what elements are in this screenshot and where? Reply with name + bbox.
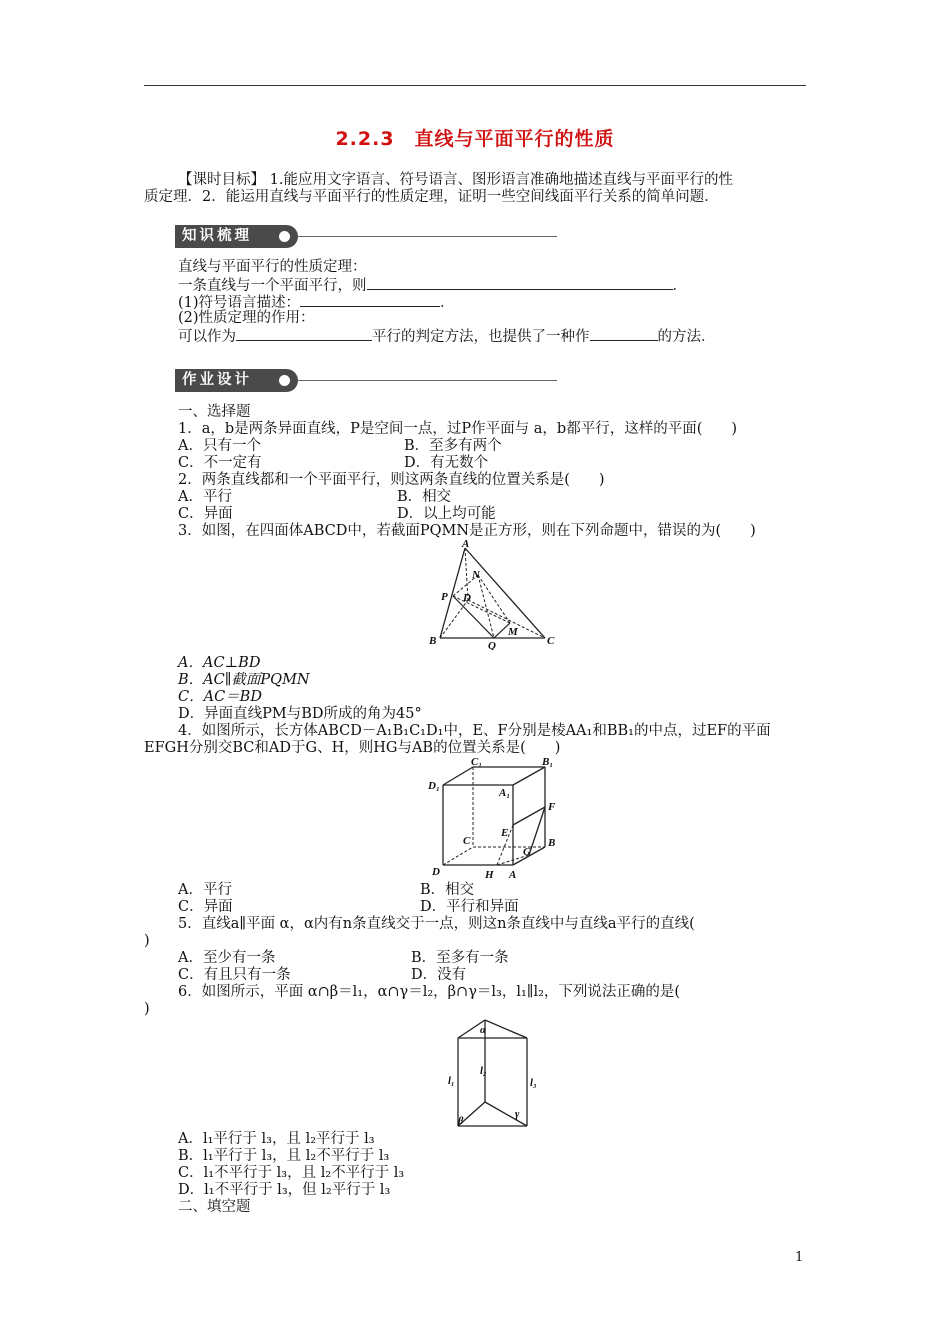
usage-text-c: 的方法． — [657, 329, 716, 345]
q3-option-b: B．AC∥截面PQMN — [178, 672, 310, 688]
q1-option-d: D．有无数个 — [404, 455, 489, 471]
section-label: 作业设计 — [175, 369, 298, 392]
tetrahedron-figure — [420, 538, 570, 650]
label-A: A — [509, 869, 517, 881]
label-A: A — [462, 538, 470, 550]
section-header-homework — [175, 369, 557, 392]
label-gamma: γ — [515, 1109, 520, 1120]
section-header-knowledge — [175, 225, 557, 248]
label-N: N — [472, 569, 480, 581]
question-6-line-2: ) — [144, 1001, 150, 1017]
q1-option-b: B．至多有两个 — [404, 438, 502, 454]
usage-text-a: 可以作为 — [178, 329, 236, 345]
objective-line-1: 【课时目标】 1.能应用文字语言、符号语言、图形语言准确地描述直线与平面平行的性 — [178, 172, 733, 188]
label-C: C — [463, 835, 471, 847]
fill-blank — [300, 293, 440, 307]
q4-option-c: C．异面 — [178, 899, 233, 915]
label-M: M — [508, 626, 518, 638]
q2-option-c: C．异面 — [178, 506, 233, 522]
label-C: C — [547, 635, 555, 647]
fill-blank — [367, 276, 673, 290]
label-D1: D₁ — [428, 780, 440, 792]
label-H: H — [485, 869, 494, 881]
question-2: 2．两条直线都和一个平面平行，则这两条直线的位置关系是( ) — [178, 472, 605, 488]
bullet-dot-icon — [279, 375, 290, 386]
label-B1: B₁ — [542, 756, 554, 768]
q2-option-a: A．平行 — [178, 489, 232, 505]
question-5-line-2: ) — [144, 933, 150, 949]
label-beta: β — [458, 1116, 464, 1127]
question-4-line-2: EFGH分别交BC和AD于G、H，则HG与AB的位置关系是( ) — [144, 740, 561, 756]
label-G: G — [523, 846, 531, 858]
usage-heading: (2)性质定理的作用： — [178, 310, 315, 326]
question-3: 3．如图，在四面体ABCD中，若截面PQMN是正方形，则在下列命题中，错误的为( ) — [178, 523, 756, 539]
prism-figure — [447, 1016, 547, 1130]
q5-option-b: B．至多有一条 — [411, 950, 509, 966]
theorem-text: 一条直线与一个平面平行，则 — [178, 278, 367, 294]
q3-option-d: D．异面直线PM与BD所成的角为45° — [178, 706, 422, 722]
q6-option-a: A．l₁平行于 l₃，且 l₂平行于 l₃ — [178, 1131, 375, 1147]
page-title: 2.2.3 直线与平面平行的性质 — [335, 128, 615, 150]
part-fill-heading: 二、填空题 — [178, 1199, 251, 1215]
cuboid-figure — [425, 755, 565, 881]
label-alpha: α — [480, 1025, 486, 1036]
label-B: B — [548, 837, 556, 849]
label-E: E — [501, 827, 509, 839]
header-rule — [144, 85, 806, 86]
question-1: 1．a，b是两条异面直线，P是空间一点，过P作平面与 a，b都平行，这样的平面( ) — [178, 421, 738, 437]
label-l3: l₃ — [530, 1078, 537, 1089]
section-rule — [298, 236, 557, 237]
fill-blank — [236, 327, 372, 341]
q3-option-c: C．AC＝BD — [178, 689, 262, 705]
label-C1: C₁ — [471, 756, 483, 768]
question-6-line-1: 6．如图所示，平面 α∩β＝l₁，α∩γ＝l₂，β∩γ＝l₃，l₁∥l₂，下列说法正确的是( — [178, 984, 681, 1000]
fill-blank — [590, 327, 658, 341]
q5-option-c: C．有且只有一条 — [178, 967, 291, 983]
question-4-line-1: 4．如图所示，长方体ABCD－A₁B₁C₁D₁中，E、F分别是棱AA₁和BB₁的中点，过EF的平面 — [178, 723, 771, 739]
section-rule — [298, 380, 557, 381]
label-F: F — [548, 801, 556, 813]
usage-line — [178, 327, 716, 346]
q5-option-d: D．没有 — [411, 967, 467, 983]
label-l1: l₁ — [448, 1076, 455, 1087]
label-B: B — [429, 635, 437, 647]
bullet-dot-icon — [279, 231, 290, 242]
objective-line-2: 质定理．2．能运用直线与平面平行的性质定理，证明一些空间线面平行关系的简单问题． — [144, 189, 719, 205]
part-choice-heading: 一、选择题 — [178, 404, 251, 420]
symbol-text: (1)符号语言描述： — [178, 295, 301, 311]
q6-option-d: D．l₁不平行于 l₃，但 l₂平行于 l₃ — [178, 1182, 391, 1198]
q4-option-a: A．平行 — [178, 882, 232, 898]
q1-option-c: C．不一定有 — [178, 455, 262, 471]
q5-option-a: A．至少有一条 — [178, 950, 276, 966]
q1-option-a: A．只有一个 — [178, 438, 261, 454]
question-5-line-1: 5．直线a∥平面 α，α内有n条直线交于一点，则这n条直线中与直线a平行的直线( — [178, 916, 695, 932]
q4-option-b: B．相交 — [420, 882, 475, 898]
label-l2: l₂ — [480, 1066, 487, 1077]
label-D: D — [432, 866, 440, 878]
q3-option-a: A．AC⊥BD — [178, 655, 261, 671]
q2-option-d: D．以上均可能 — [397, 506, 496, 522]
label-Q: Q — [488, 640, 496, 650]
theorem-heading: 直线与平面平行的性质定理： — [178, 259, 367, 275]
label-D: D — [463, 592, 471, 604]
symbol-line: (1)符号语言描述： ． — [178, 295, 455, 311]
theorem-line: 一条直线与一个平面平行，则 ． — [178, 278, 687, 294]
q2-option-b: B．相交 — [397, 489, 452, 505]
label-P: P — [441, 591, 448, 603]
page-number: 1 — [795, 1250, 804, 1265]
q6-option-c: C．l₁不平行于 l₃，且 l₂不平行于 l₃ — [178, 1165, 405, 1181]
label-A1: A₁ — [499, 787, 511, 799]
section-label: 知识梳理 — [175, 225, 298, 248]
usage-text-b: 平行的判定方法，也提供了一种作 — [372, 329, 590, 345]
q6-option-b: B．l₁平行于 l₃，且 l₂不平行于 l₃ — [178, 1148, 390, 1164]
q4-option-d: D．平行和异面 — [420, 899, 519, 915]
